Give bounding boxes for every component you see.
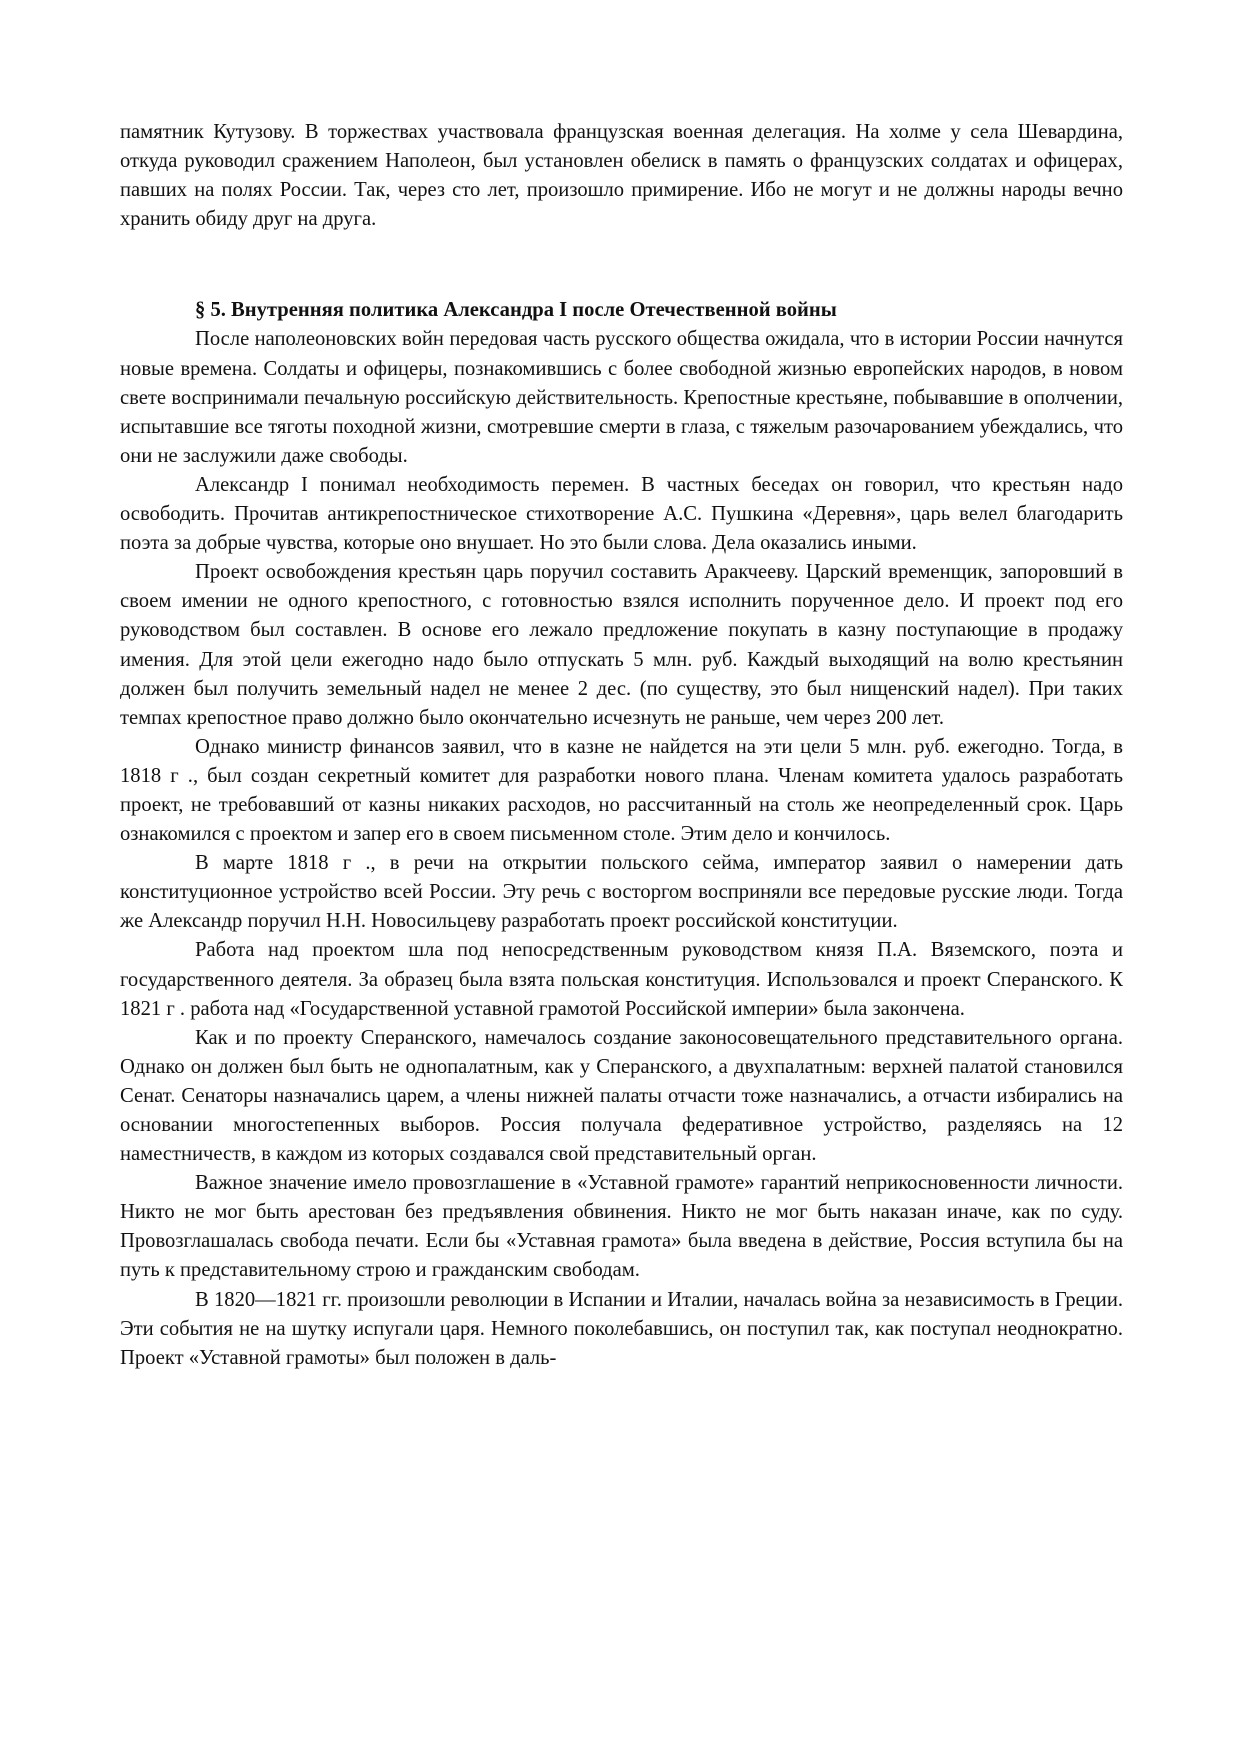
paragraph: Однако министр финансов заявил, что в казне не найдется на эти цели 5 млн. руб. ежегодно. Тогда, в 1818 г ., был создан секретный комитет для разработки нового плана. Членам комитета удалось разработать проект, не требовавший от казны никаких расходов, но рассчитанный на столь же неопределенный срок. Царь ознакомился с проектом и запер его в своем письменном столе. Этим дело и кончилось. <box>120 735 1123 846</box>
paragraph: Проект освобождения крестьян царь поручил составить Аракчееву. Царский временщик, запоровший в своем имении не одного крепостного, с готовностью взялся исполнить порученное дело. И проект под его руководством был составлен. В основе его лежало предложение покупать в казну поступающие в продажу имения. Для этой цели ежегодно надо было отпускать 5 млн. руб. Каждый выходящий на волю крестьянин должен был получить земельный надел не менее 2 дес. (по существу, это был нищенский надел). При таких темпах крепостное право должно было окончательно исчезнуть не раньше, чем через 200 лет. <box>120 561 1123 729</box>
paragraph: Александр I понимал необходимость перемен. В частных беседах он говорил, что крестьян надо освободить. Прочитав антикрепостническое стихотворение А.С. Пушкина «Деревня», царь велел благодарить поэта за добрые чувства, которые оно внушает. Но это были слова. Дела оказались иными. <box>120 473 1123 555</box>
paragraph: Важное значение имело провозглашение в «Уставной грамоте» гарантий неприкосновенности личности. Никто не мог быть арестован без предъявления обвинения. Никто не мог быть наказан иначе, как по суду. Провозглашалась свобода печати. Если бы «Уставная грамота» была введена в действие, Россия вступила бы на путь к представительному строю и гражданским свободам. <box>120 1172 1123 1282</box>
intro-paragraph: памятник Кутузову. В торжествах участвовала французская военная делегация. На холме у села Шевардина, откуда руководил сражением Наполеон, был установлен обелиск в память о французских солдатах и офицерах, павших на полях России. Так, через сто лет, произошло примирение. Ибо не могут и не должны народы вечно хранить обиду друг на друга. <box>120 121 1123 231</box>
document-page <box>120 118 1123 1373</box>
section-gap <box>120 234 1123 296</box>
paragraph: Как и по проекту Сперанского, намечалось создание законосовещательного представительного органа. Однако он должен был быть не однопалатным, как у Сперанского, а двухпалатным: верхней палатой становился Сенат. Сенаторы назначались царем, а члены нижней палаты отчасти тоже назначались, а отчасти избирались на основании многостепенных выборов. Россия получала федеративное устройство, разделяясь на 12 наместничеств, в каждом из которых создавался свой представительный орган. <box>120 1026 1123 1166</box>
section-heading: § 5. Внутренняя политика Александра I после Отечественной войны <box>195 299 837 322</box>
paragraph: В 1820—1821 гг. произошли революции в Испании и Италии, началась война за независимость в Греции. Эти события не на шутку испугали царя. Немного поколебавшись, он поступил так, как поступал неоднократно. Проект «Уставной грамоты» был положен в даль- <box>120 1288 1123 1369</box>
paragraph: В марте 1818 г ., в речи на открытии польского сейма, император заявил о намерении дать конституционное устройство всей России. Эту речь с восторгом восприняли все передовые русские люди. Тогда же Александр поручил Н.Н. Новосильцеву разработать проект российской конституции. <box>120 852 1123 933</box>
paragraph: После наполеоновских войн передовая часть русского общества ожидала, что в истории России начнутся новые времена. Солдаты и офицеры, познакомившись с более свободной жизнью европейских народов, в новом свете воспринимали печальную российскую действительность. Крепостные крестьяне, побывавшие в ополчении, испытавшие все тяготы походной жизни, смотревшие смерти в глаза, с тяжелым разочарованием убеждались, что они не заслужили даже свободы. <box>120 328 1123 467</box>
paragraph: Работа над проектом шла под непосредственным руководством князя П.А. Вяземского, поэта и государственного деятеля. За образец была взята польская конституция. Использовался и проект Сперанского. К 1821 г . работа над «Государственной уставной грамотой Российской империи» была закончена. <box>120 939 1123 1020</box>
